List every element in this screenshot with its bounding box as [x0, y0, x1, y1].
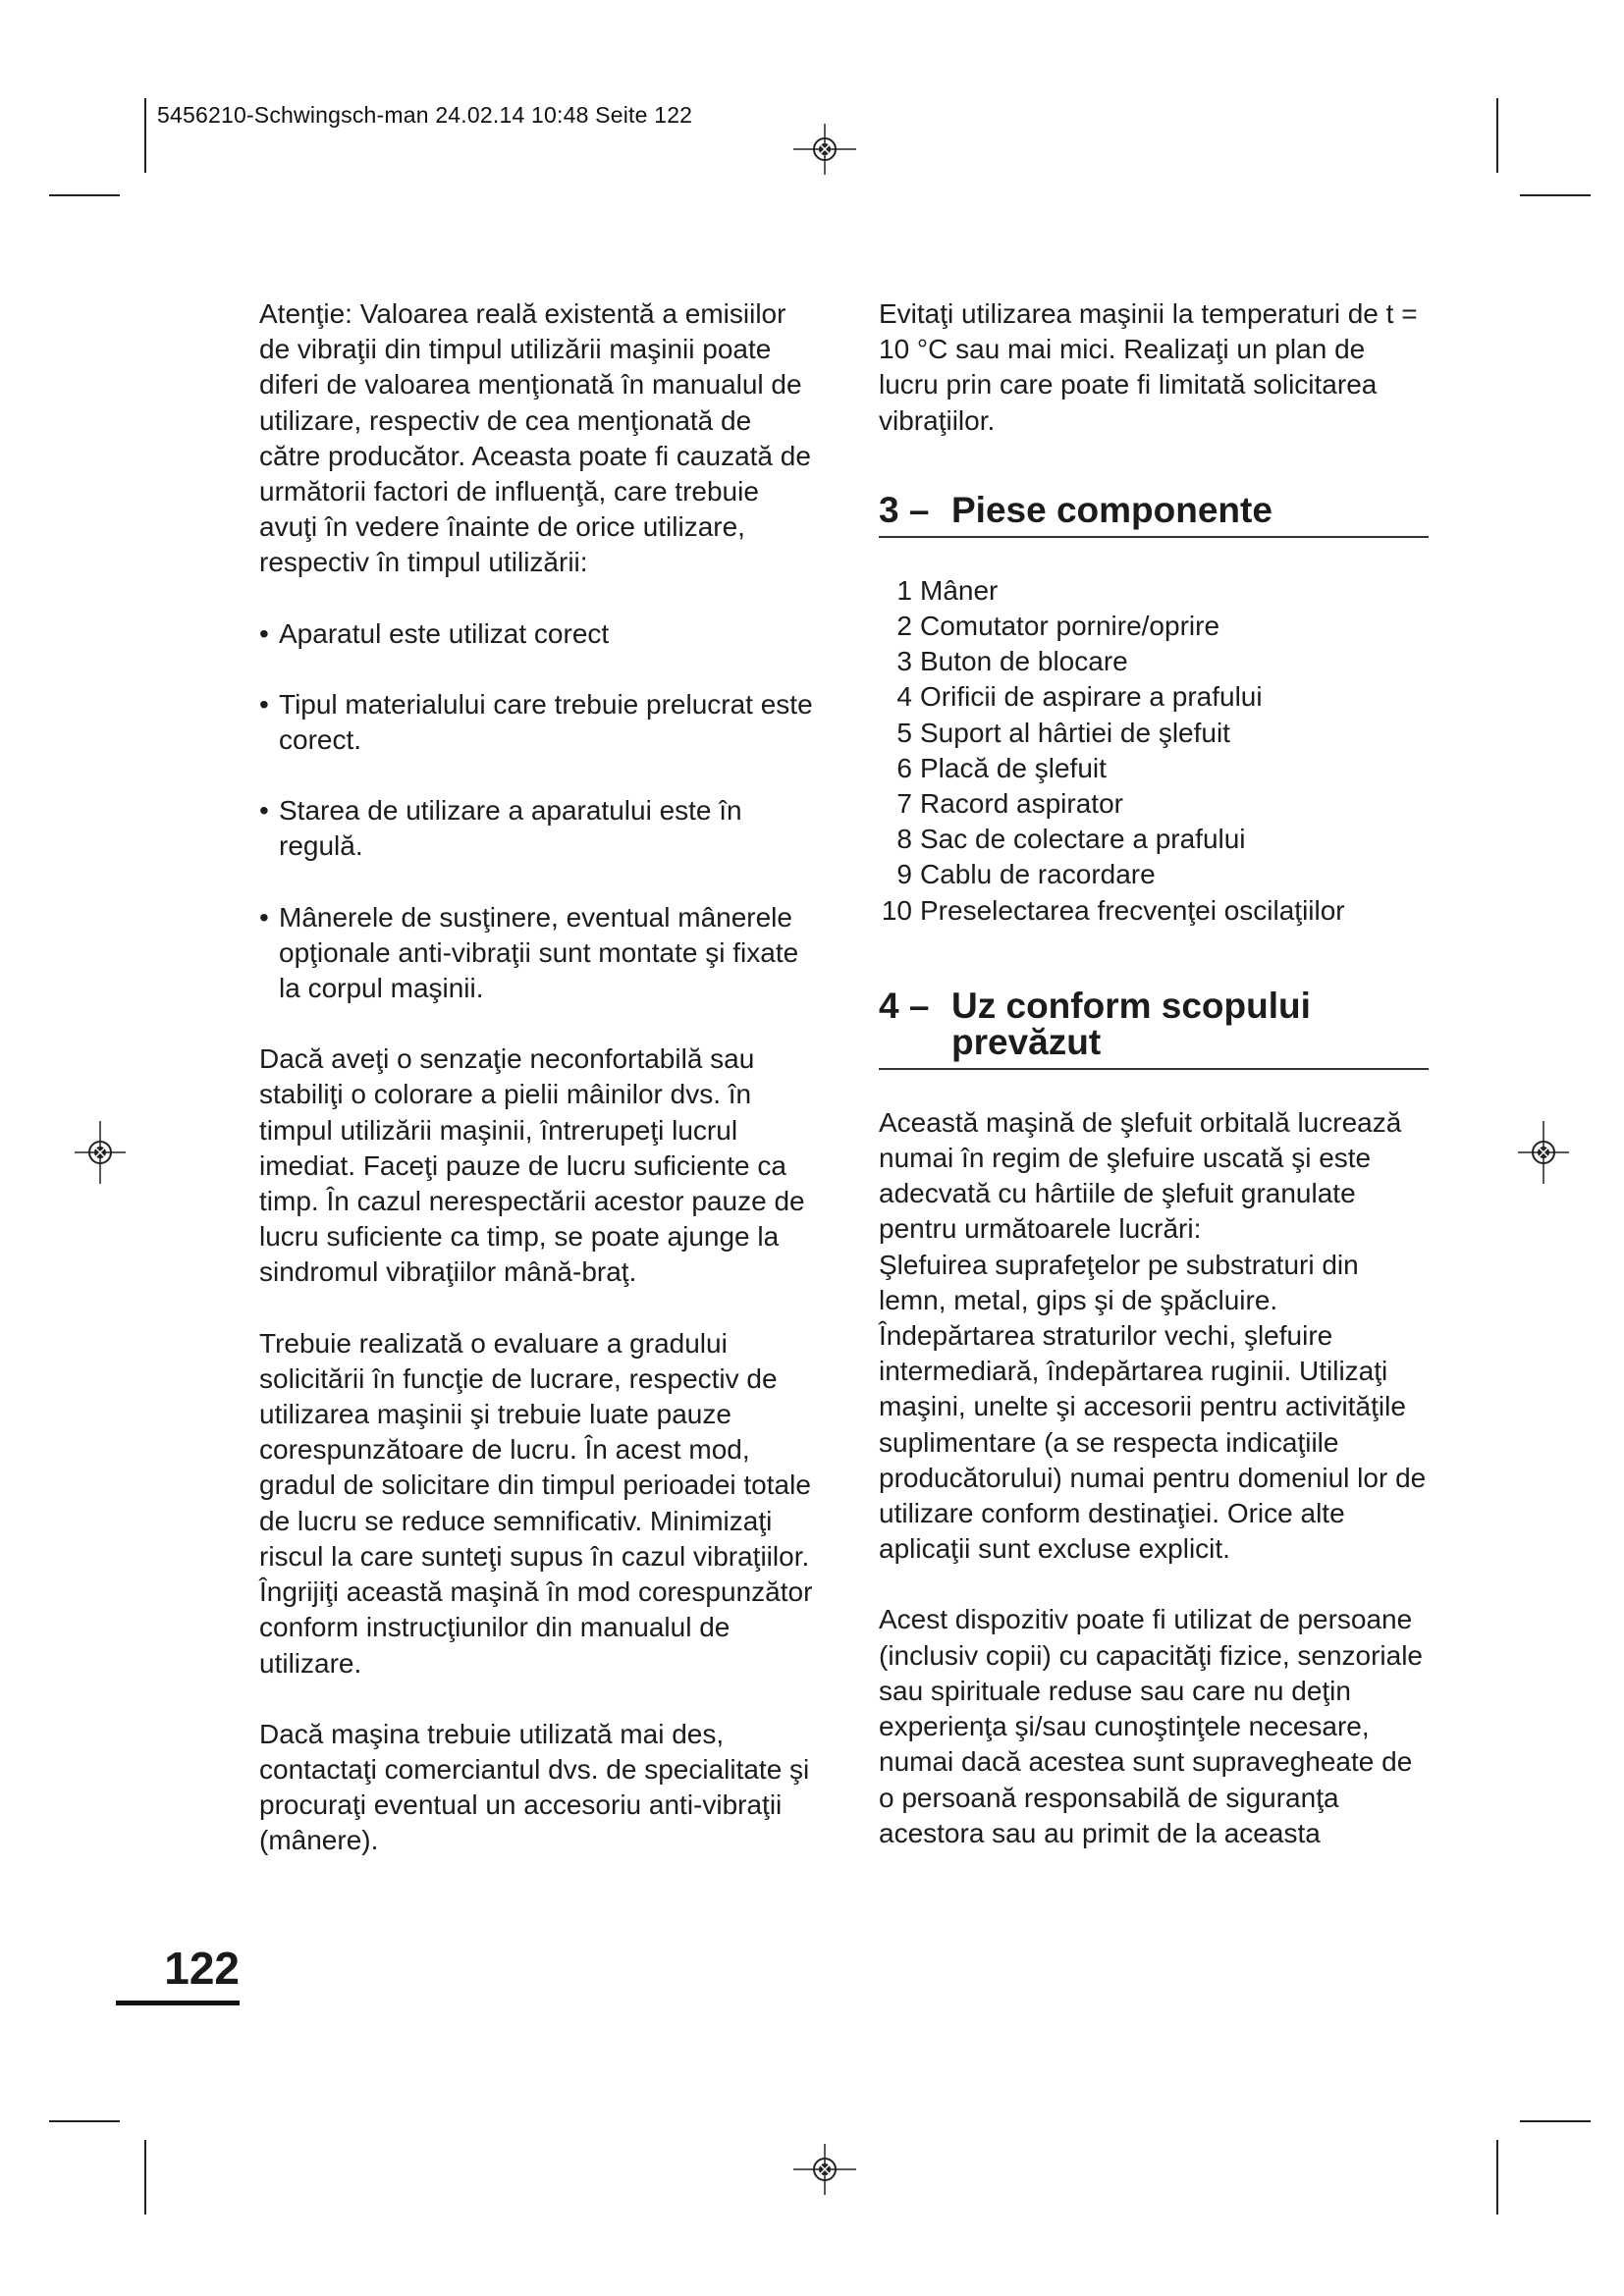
list-item [879, 716, 1429, 751]
part-number: 4 [896, 681, 912, 713]
list-item [862, 893, 1429, 929]
part-label: Sac de colectare a prafului [920, 824, 1246, 855]
list-item [259, 793, 819, 864]
section-title: Uz conform scopului [951, 985, 1311, 1026]
list-item [879, 679, 1429, 715]
part-label: Racord aspirator [920, 788, 1123, 820]
list-item [259, 616, 819, 652]
crop-mark [144, 98, 146, 173]
part-number: 1 [896, 574, 912, 606]
intro-paragraph: Evitaţi utilizarea maşinii la temperaturi de t = 10 °C sau mai mici. Realizaţi un plan de lucru prin care poate fi limitată solicitarea vibraţiilor. [879, 298, 1418, 436]
section-heading-3 [879, 489, 1429, 538]
part-number: 6 [896, 752, 912, 783]
list-item [879, 644, 1429, 679]
left-column [259, 296, 819, 1859]
section-number: 4 – [879, 985, 930, 1026]
print-header: 5456210-Schwingsch-man 24.02.14 10:48 Seite 122 [157, 102, 693, 128]
part-label: Preselectarea frecvenţei oscilaţiilor [920, 894, 1345, 926]
body-paragraph: Dacă aveţi o senzaţie neconfortabilă sau stabiliţi o colorare a pielii mâinilor dvs. în timpul utilizării maşinii, întrerupeţi lucrul imediat. Faceţi pauze de lucru suficiente ca timp. În cazul nerespectării acestor pauze de lucru suficiente ca timp, se poate ajunge la sindromul vibraţiilor mână-braţ. [259, 1043, 805, 1288]
part-label: Cablu de racordare [920, 859, 1156, 890]
section-title: Piese componente [951, 489, 1272, 530]
bullet-text: Tipul materialului care trebuie prelucrat este corect. [279, 688, 813, 756]
part-number: 9 [896, 859, 912, 890]
crop-mark [1496, 98, 1498, 173]
part-label: Buton de blocare [920, 646, 1128, 677]
part-label: Mâner [920, 574, 999, 606]
registration-mark-icon [1512, 1121, 1575, 1184]
part-label: Placă de şlefuit [920, 752, 1107, 783]
part-label: Suport al hârtiei de şlefuit [920, 717, 1230, 748]
list-item [879, 573, 1429, 609]
registration-mark-icon [793, 118, 856, 181]
right-column [879, 296, 1429, 1851]
list-item [879, 857, 1429, 892]
page-number: 122 [116, 1946, 240, 2005]
part-number: 8 [896, 824, 912, 855]
crop-mark [1520, 2120, 1591, 2122]
body-paragraph: Această maşină de şlefuit orbitală lucrează numai în regim de şlefuire uscată şi este adecvată cu hârtiile de şlefuit granulate pentru următoarele lucrări: [879, 1106, 1402, 1245]
parts-list [879, 573, 1429, 929]
registration-mark-icon [69, 1121, 132, 1184]
list-item [879, 609, 1429, 644]
crop-mark [1520, 194, 1591, 196]
section-title-continued: prevăzut [951, 1021, 1102, 1062]
list-item [259, 687, 819, 758]
part-label: Orificii de aspirare a prafului [920, 681, 1263, 713]
body-paragraph: Trebuie realizată o evaluare a gradului solicitării în funcţie de lucrare, respectiv de utilizarea maşinii şi trebuie luate pauze corespunzătoare de lucru. În acest mod, gradul de solicitare din timpul perioadei totale de lucru se reduce semnificativ. Minimizaţi riscul la care sunteţi supus în cazul vibraţiilor. Îngrijiţi această maşină în mod corespunzător conform instrucţiunilor din manualul de utilizare. [259, 1327, 813, 1679]
body-paragraph: Dacă maşina trebuie utilizată mai des, contactaţi comerciantul dvs. de specialitate şi procuraţi eventual un accesoriu anti-vibraţii (mânere). [259, 1718, 810, 1856]
list-item [259, 900, 819, 1007]
bullet-icon: • [259, 617, 269, 649]
part-number: 2 [896, 611, 912, 642]
bullet-text: Starea de utilizare a aparatului este în regulă. [279, 795, 742, 862]
bullet-text: Mânerele de susţinere, eventual mânerele opţionale anti-vibraţii sunt montate şi fixate la corpul maşinii. [279, 901, 799, 1004]
list-item [879, 751, 1429, 786]
part-number: 5 [896, 717, 912, 748]
crop-mark [144, 2140, 146, 2215]
bullet-icon: • [259, 795, 269, 827]
bullet-text: Aparatul este utilizat corect [279, 617, 610, 649]
section-heading-4 [879, 985, 1429, 1070]
list-item [879, 822, 1429, 857]
body-paragraph: Şlefuirea suprafeţelor pe substraturi din lemn, metal, gips şi de şpăcluire. Îndepărtarea straturilor vechi, şlefuire intermediară, îndepărtarea ruginii. Utilizaţi maşini, unelte şi accesorii pentru activităţile suplimentare (a se respecta indicaţiile producătorului) numai pentru domeniul lor de utilizare conform destinaţiei. Orice alte aplicaţii sunt excluse explicit. [879, 1249, 1427, 1565]
intro-paragraph: Atenţie: Valoarea reală existentă a emisiilor de vibraţii din timpul utilizării maşinii poate diferi de valoarea menţionată în manualul de utilizare, respectiv de cea menţionată de către producător. Aceasta poate fi cauzată de următorii factori de influenţă, care trebuie avuţi în vedere înainte de orice utilizare, respectiv în timpul utilizării: [259, 298, 811, 578]
part-number: 3 [896, 646, 912, 677]
registration-mark-icon [793, 2138, 856, 2201]
crop-mark [49, 194, 120, 196]
body-paragraph: Acest dispozitiv poate fi utilizat de persoane (inclusiv copii) cu capacităţi fizice, senzoriale sau spirituale reduse sau care nu deţin experienţa şi/sau cunoştinţele necesare, numai dacă acestea sunt supravegheate de o persoană responsabilă de siguranţa acestora sau au primit de la aceasta [879, 1604, 1423, 1848]
crop-mark [1496, 2140, 1498, 2215]
list-item [879, 786, 1429, 822]
crop-mark [49, 2120, 120, 2122]
bullet-icon: • [259, 688, 269, 720]
part-number: 10 [881, 894, 912, 926]
bullet-icon: • [259, 901, 269, 933]
part-number: 7 [896, 788, 912, 820]
section-number: 3 – [879, 489, 930, 530]
part-label: Comutator pornire/oprire [920, 611, 1220, 642]
